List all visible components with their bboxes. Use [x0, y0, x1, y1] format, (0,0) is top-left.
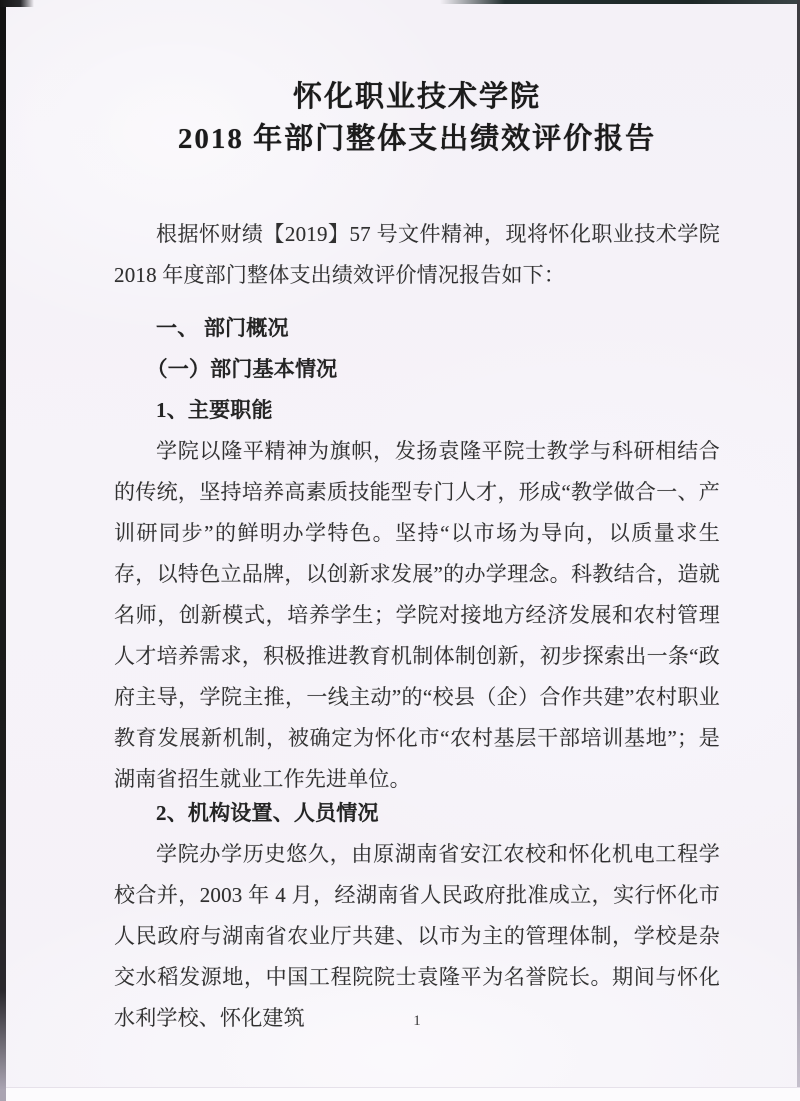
page-number: 1 — [413, 1013, 421, 1029]
paragraph-main-functions: 学院以隆平精神为旗帜，发扬袁隆平院士教学与科研相结合的传统，坚持培养高素质技能型专门人才，形成“教学做合一、产训研同步”的鲜明办学特色。坚持“以市场为导向，以质量求生存，以特色立品牌，以创新求发展”的办学理念。科教结合，造就名师，创新模式，培养学生；学院对接地方经济发展和农村管理人才培养需求，积极推进教育机制体制创新，初步探索出一条“政府主导，学院主推，一线主动”的“校县（企）合作共建”农村职业教育发展新机制，被确定为怀化市“农村基层干部培训基地”；是湖南省招生就业工作先进单位。 — [114, 439, 720, 791]
heading-subsection-1-1: （一）部门基本情况 — [146, 357, 338, 381]
document-content — [114, 0, 720, 1039]
paragraph-organization: 学院办学历史悠久，由原湖南省安江农校和怀化机电工程学校合并，2003 年 4 月，经湖南省人民政府批准成立，实行怀化市人民政府与湖南省农业厅共建、以市为主的管理体制，学校是杂交水稻发源地，中国工程院院士袁隆平为名誉院长。期间与怀化水利学校、怀化建筑 — [114, 842, 720, 1030]
scan-edge-left — [0, 0, 6, 1101]
intro-paragraph: 根据怀财绩【2019】57 号文件精神，现将怀化职业技术学院 2018 年度部门整体支出绩效评价情况报告如下： — [114, 222, 720, 287]
heading-item-2-organization: 2、机构设置、人员情况 — [156, 801, 379, 825]
scan-edge-bottom — [6, 1087, 800, 1101]
heading-item-1-main-functions: 1、主要职能 — [156, 398, 273, 422]
heading-section-1: 一、 部门概况 — [156, 316, 289, 340]
title-line-1: 怀化职业技术学院 — [292, 81, 541, 113]
scan-edge-top-left — [0, 0, 34, 7]
document-title — [114, 76, 720, 160]
title-line-2: 2018 年部门整体支出绩效评价报告 — [177, 123, 657, 155]
